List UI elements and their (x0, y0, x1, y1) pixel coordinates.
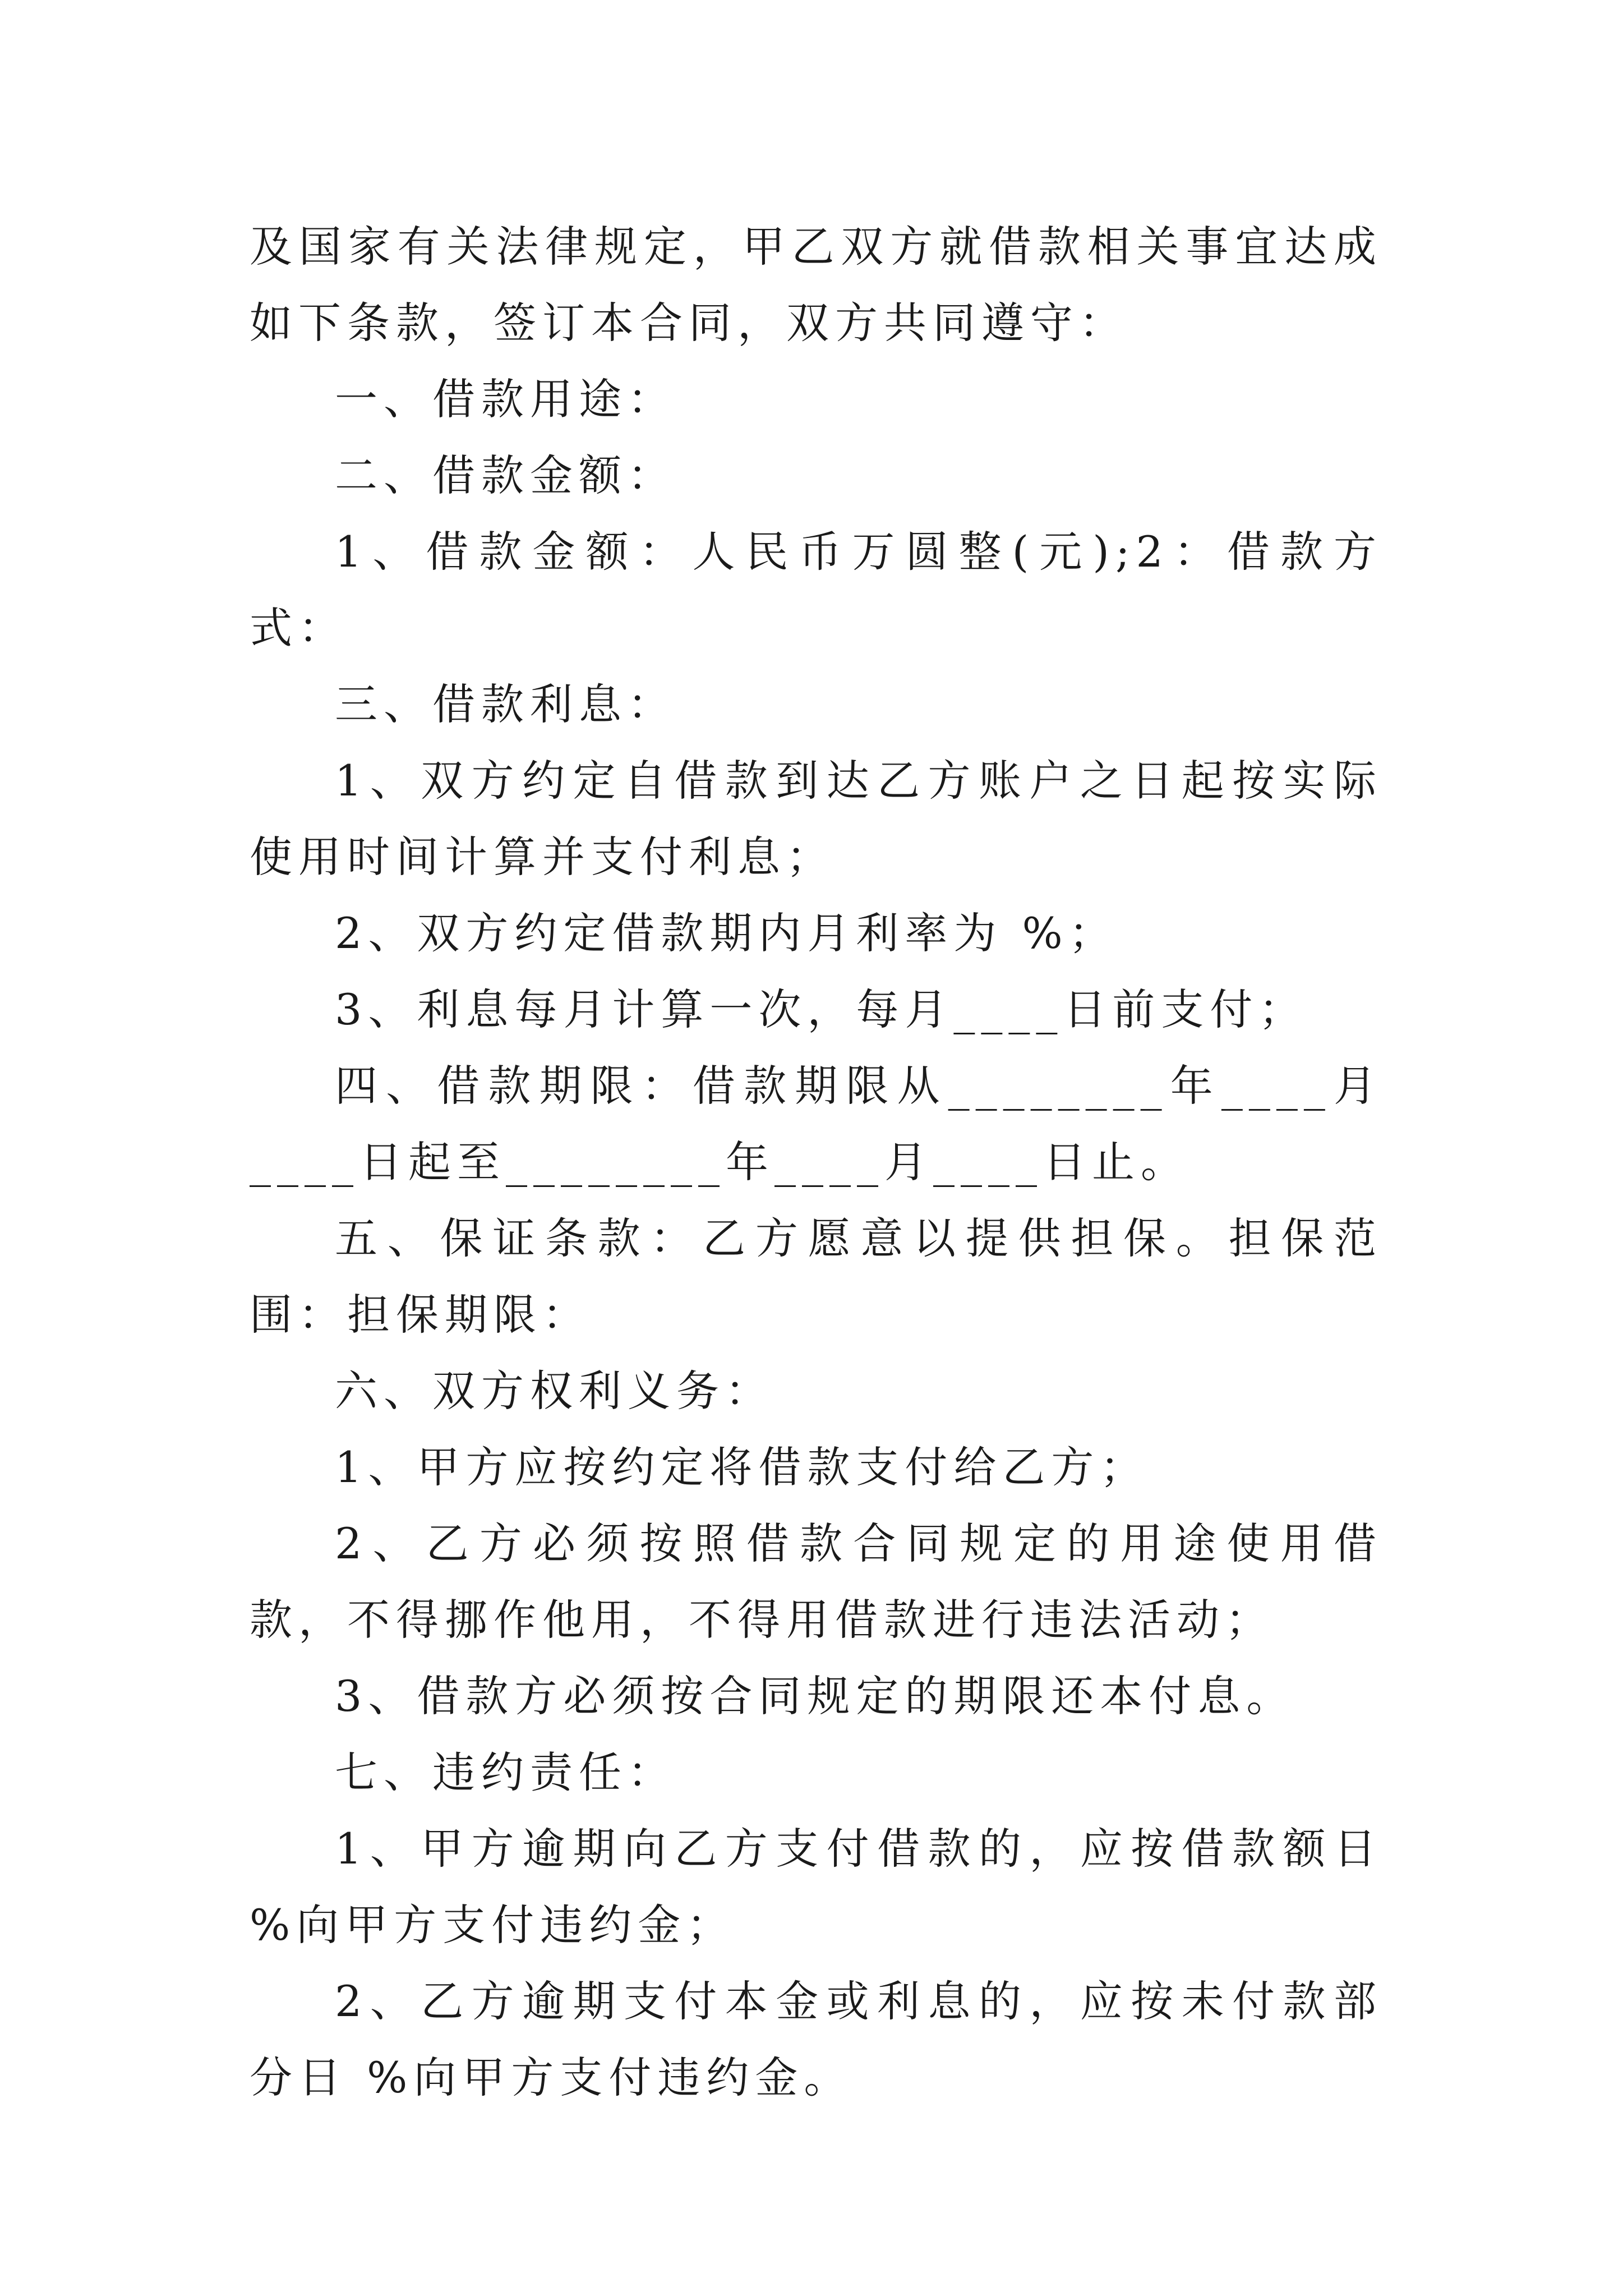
clause-interest-payment-day: 3、利息每月计算一次，每月____日前支付； (335, 984, 1308, 1034)
document-body (250, 209, 1382, 2116)
heading-loan-interest: 三、借款利息： (335, 679, 676, 729)
clause-lender-obligation: 1、甲方应按约定将借款支付给乙方； (335, 1442, 1149, 1492)
paragraph-preamble-continuation: 及国家有关法律规定，甲乙双方就借款相关事宜达成如下条款，签订本合同，双方共同遵守： (250, 222, 1382, 348)
clause-guarantee: 五、保证条款：乙方愿意以提供担保。担保范围：担保期限： (250, 1213, 1382, 1340)
heading-loan-purpose: 一、借款用途： (335, 374, 676, 424)
clause-interest-calculation: 1、双方约定自借款到达乙方账户之日起按实际使用时间计算并支付利息； (250, 756, 1382, 882)
heading-loan-amount: 二、借款金额： (335, 450, 676, 500)
clause-loan-term: 四、借款期限：借款期限从________年____月____日起至________年____月____日止。 (250, 1061, 1382, 1187)
clause-loan-amount: 1、借款金额：人民币万圆整(元);2：借款方式： (250, 527, 1382, 653)
clause-repayment: 3、借款方必须按合同规定的期限还本付息。 (335, 1671, 1295, 1721)
clause-borrower-late-penalty: 2、乙方逾期支付本金或利息的，应按未付款部分日 %向甲方支付违约金。 (250, 1976, 1382, 2102)
heading-rights-obligations: 六、双方权利义务： (335, 1366, 774, 1416)
clause-borrower-use: 2、乙方必须按照借款合同规定的用途使用借款，不得挪作他用，不得用借款进行违法活动； (250, 1519, 1382, 1645)
clause-monthly-rate: 2、双方约定借款期内月利率为 %； (335, 908, 1118, 958)
heading-breach-liability: 七、违约责任： (335, 1747, 676, 1797)
clause-lender-late-penalty: 1、甲方逾期向乙方支付借款的，应按借款额日 %向甲方支付违约金； (250, 1824, 1382, 1950)
